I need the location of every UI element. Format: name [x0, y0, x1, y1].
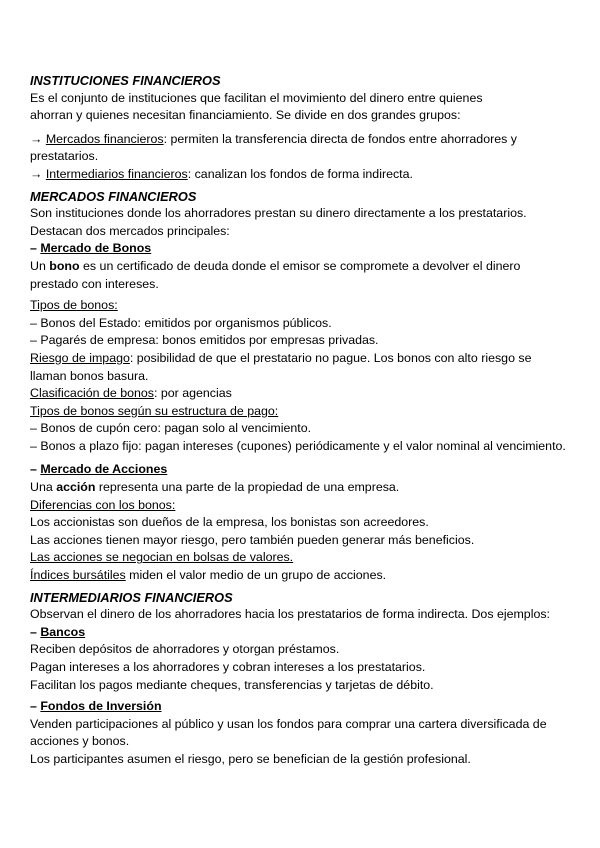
term: Riesgo de impago: [30, 350, 130, 365]
paragraph: llaman bonos basura.: [30, 368, 149, 383]
term-text: : posibilidad de que el prestatario no pague. Los bonos con alto riesgo se: [129, 350, 532, 365]
paragraph: Es el conjunto de instituciones que facilitan el movimiento del dinero entre quienes: [30, 90, 483, 105]
list-item-intermediarios: [30, 166, 600, 184]
section-title-mercados: MERCADOS FINANCIEROS: [30, 188, 197, 204]
paragraph: Destacan dos mercados principales:: [30, 223, 230, 238]
list-item: – Pagarés de empresa: bonos emitidos por empresas privadas.: [30, 333, 379, 348]
paragraph: [30, 385, 600, 403]
dash: –: [30, 462, 41, 477]
paragraph: Venden participaciones al público y usan los fondos para comprar una cartera diversificada de: [30, 716, 547, 731]
dash: –: [30, 624, 41, 639]
arrow-glyph: →: [30, 166, 43, 181]
text: Un: [30, 258, 50, 273]
paragraph: Facilitan los pagos mediante cheques, transferencias y tarjetas de débito.: [30, 677, 434, 692]
subheading-text: Bancos: [40, 624, 86, 639]
term-text: miden el valor medio de un grupo de acciones.: [125, 568, 387, 583]
subheading: Tipos de bonos según su estructura de pago:: [30, 403, 279, 418]
section-title-intermediarios: INTERMEDIARIOS FINANCIEROS: [30, 589, 233, 605]
paragraph: Las acciones tienen mayor riesgo, pero también pueden generar más beneficios.: [30, 532, 475, 547]
dash: –: [30, 699, 41, 714]
text: es un certificado de deuda donde el emisor se compromete a devolver el dinero: [79, 258, 521, 273]
bold-term: bono: [49, 258, 80, 273]
paragraph: prestado con intereses.: [30, 276, 159, 291]
subheading: Diferencias con los bonos:: [30, 497, 176, 512]
list-item-mercados: [30, 131, 600, 149]
bold-term: acción: [56, 480, 96, 495]
paragraph: acciones y bonos.: [30, 734, 130, 749]
text: Una: [30, 480, 57, 495]
subheading-fondos: [30, 698, 600, 716]
subheading-bancos: [30, 624, 600, 642]
term: Clasificación de bonos: [30, 386, 154, 401]
paragraph: [30, 258, 600, 276]
term-text: : por agencias: [153, 386, 232, 401]
paragraph: Los participantes asumen el riesgo, pero se benefician de la gestión profesional.: [30, 751, 471, 766]
paragraph: prestatarios.: [30, 149, 99, 164]
paragraph: ahorran y quienes necesitan financiamiento. Se divide en dos grandes grupos:: [30, 108, 461, 123]
paragraph: Reciben depósitos de ahorradores y otorgan préstamos.: [30, 642, 340, 657]
paragraph: [30, 567, 600, 585]
term: Mercados financieros: [45, 131, 164, 146]
subheading-acciones: [30, 461, 600, 479]
term: Intermediarios financieros: [45, 166, 188, 181]
list-item: – Bonos de cupón cero: pagan solo al vencimiento.: [30, 421, 312, 436]
list-item: – Bonos a plazo fijo: pagan intereses (cupones) periódicamente y el valor nominal al vencimiento.: [30, 438, 566, 453]
list-item: – Bonos del Estado: emitidos por organismos públicos.: [30, 315, 332, 330]
subheading: Tipos de bonos:: [30, 298, 118, 313]
text: representa una parte de la propiedad de una empresa.: [95, 480, 400, 495]
paragraph: [30, 350, 600, 368]
subheading-text: Mercado de Acciones: [40, 462, 168, 477]
paragraph: Los accionistas son dueños de la empresa, los bonistas son acreedores.: [30, 515, 429, 530]
term-text: : canalizan los fondos de forma indirecta.: [187, 166, 413, 181]
term: Índices bursátiles: [30, 568, 126, 583]
dash: –: [30, 241, 41, 256]
paragraph: [30, 479, 600, 497]
paragraph: Las acciones se negocian en bolsas de valores.: [30, 550, 294, 565]
section-title-instituciones: INSTITUCIONES FINANCIEROS: [30, 73, 221, 88]
subheading-text: Mercado de Bonos: [40, 241, 152, 256]
subheading-text: Fondos de Inversión: [40, 699, 162, 714]
paragraph: Pagan intereses a los ahorradores y cobran intereses a los prestatarios.: [30, 660, 426, 674]
term-text: : permiten la transferencia directa de fondos entre ahorradores y: [163, 131, 517, 146]
paragraph: Son instituciones donde los ahorradores prestan su dinero directamente a los prestatarios.: [30, 206, 527, 221]
paragraph: Observan el dinero de los ahorradores hacia los prestatarios de forma indirecta. Dos ejemplos:: [30, 607, 550, 622]
subheading-bonos: [30, 240, 600, 258]
arrow-glyph: →: [30, 131, 43, 146]
